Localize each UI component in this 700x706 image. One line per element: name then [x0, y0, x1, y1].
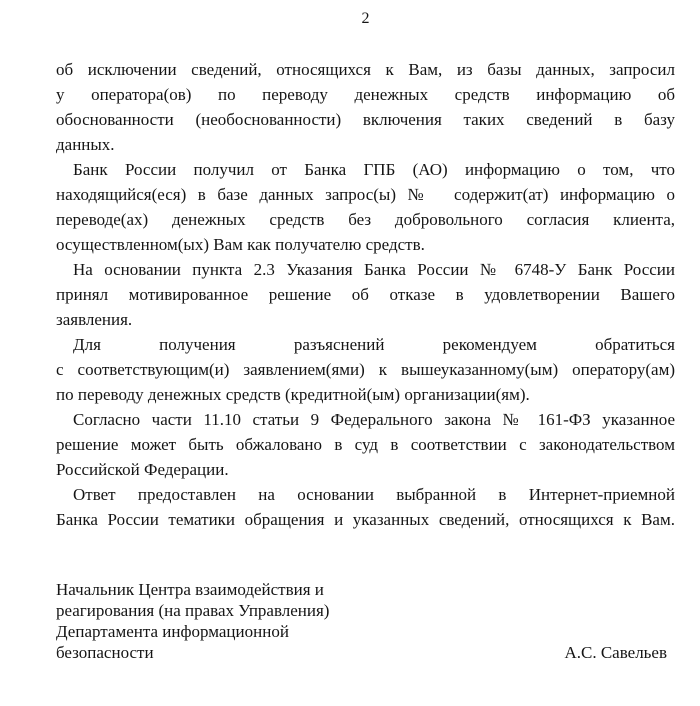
text-line: Российской Федерации.: [56, 460, 229, 479]
text-line: находящийся(еся) в базе данных запрос(ы) № содержит(ат) информацию о: [56, 185, 675, 204]
paragraph: [56, 332, 675, 407]
text-line: Для получения разъяснений рекомендуем обратиться: [73, 335, 675, 354]
text-line: обоснованности (необоснованности) включения таких сведений в базу: [56, 110, 675, 129]
text-line: данных.: [56, 135, 115, 154]
text-line: осуществленном(ых) Вам как получателю средств.: [56, 235, 425, 254]
signature-title-line: безопасности: [56, 643, 154, 662]
text-line: об исключении сведений, относящихся к Вам, из базы данных, запросил: [56, 60, 675, 79]
letter-body: [56, 57, 675, 532]
text-line: по переводу денежных средств (кредитной(ым) организации(ям).: [56, 385, 530, 404]
signature-title-line: реагирования (на правах Управления): [56, 601, 330, 620]
text-line: Ответ предоставлен на основании выбранной в Интернет-приемной: [73, 485, 675, 504]
signature-name: А.С. Савельев: [564, 643, 667, 662]
text-line: у оператора(ов) по переводу денежных средств информацию об: [56, 85, 675, 104]
page-number: 2: [361, 10, 370, 27]
paragraph: [56, 407, 675, 482]
paragraph: [56, 257, 675, 332]
signature-title-line: Начальник Центра взаимодействия и: [56, 580, 324, 599]
text-line: Банк России получил от Банка ГПБ (АО) информацию о том, что: [73, 160, 675, 179]
text-line: Согласно части 11.10 статьи 9 Федерального закона № 161-ФЗ указанное: [73, 410, 675, 429]
signature-title-line: Департамента информационной: [56, 622, 289, 641]
paragraph: [56, 482, 675, 532]
text-line: принял мотивированное решение об отказе в удовлетворении Вашего: [56, 285, 675, 304]
text-line: переводе(ах) денежных средств без добровольного согласия клиента,: [56, 210, 675, 229]
paragraph: [56, 57, 675, 157]
text-line: На основании пункта 2.3 Указания Банка России № 6748-У Банк России: [73, 260, 675, 279]
paragraph: [56, 157, 675, 257]
text-line: заявления.: [56, 310, 133, 329]
text-line: с соответствующим(и) заявлением(ями) к вышеуказанному(ым) оператору(ам): [56, 360, 675, 379]
signature-block: [56, 579, 675, 663]
text-line: решение может быть обжаловано в суд в соответствии с законодательством: [56, 435, 675, 454]
text-line: Банка России тематики обращения и указанных сведений, относящихся к Вам.: [56, 510, 675, 529]
signature-title: [56, 579, 329, 663]
